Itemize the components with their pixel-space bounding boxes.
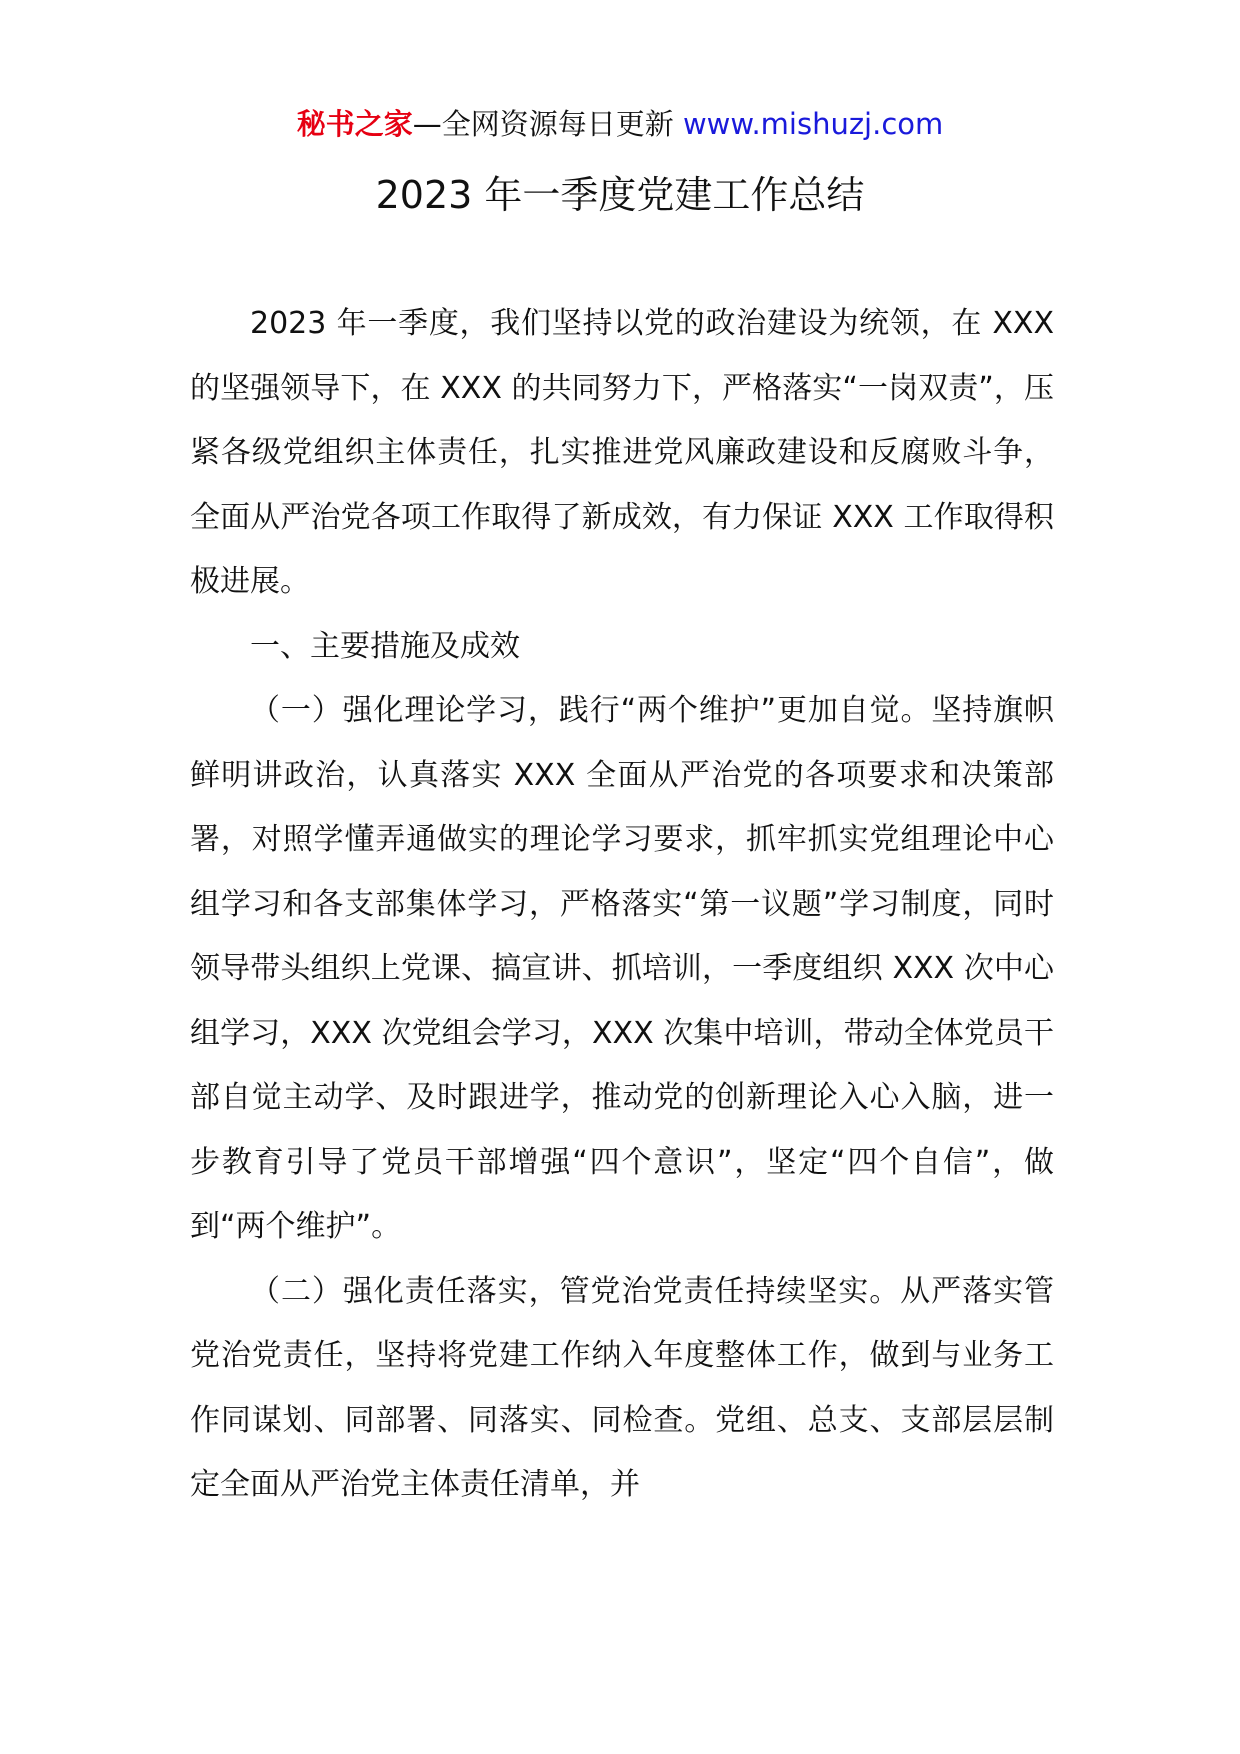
site-url-link[interactable]: www.mishuzj.com (682, 107, 944, 141)
site-header (0, 104, 1240, 144)
subsection-paragraph-2: （二）强化责任落实，管党治党责任持续坚实。从严落实管党治党责任，坚持将党建工作纳入年度整体工作，做到与业务工作同谋划、同部署、同落实、同检查。党组、总支、支部层层制定全面从严治党主体责任清单，并 (190, 1273, 1054, 1502)
site-brand: 秘书之家 (296, 107, 413, 141)
site-slogan: —全网资源每日更新 (412, 107, 683, 141)
document-body (190, 292, 1054, 1518)
subsection-paragraph-1: （一）强化理论学习，践行“两个维护”更加自觉。坚持旗帜鲜明讲政治，认真落实 XXX 全面从严治党的各项要求和决策部署，对照学懂弄通做实的理论学习要求，抓牢抓实党组理论中心组学习和各支部集体学习，严格落实“第一议题”学习制度，同时领导带头组织上党课、搞宣讲、抓培训，一季度组织 XXX 次中心组学习，XXX 次党组会学习，XXX 次集中培训，带动全体党员干部自觉主动学、及时跟进学，推动党的创新理论入心入脑，进一步教育引导了党员干部增强“四个意识”，坚定“四个自信”，做到“两个维护”。 (190, 693, 1054, 1244)
document-title: 2023 年一季度党建工作总结 (375, 173, 865, 217)
intro-paragraph: 2023 年一季度，我们坚持以党的政治建设为统领，在 XXX 的坚强领导下，在 XXX 的共同努力下，严格落实“一岗双责”，压紧各级党组织主体责任，扎实推进党风廉政建设和反腐败斗争，全面从严治党各项工作取得了新成效，有力保证 XXX 工作取得积极进展。 (190, 306, 1054, 599)
section-heading: 一、主要措施及成效 (250, 628, 520, 664)
